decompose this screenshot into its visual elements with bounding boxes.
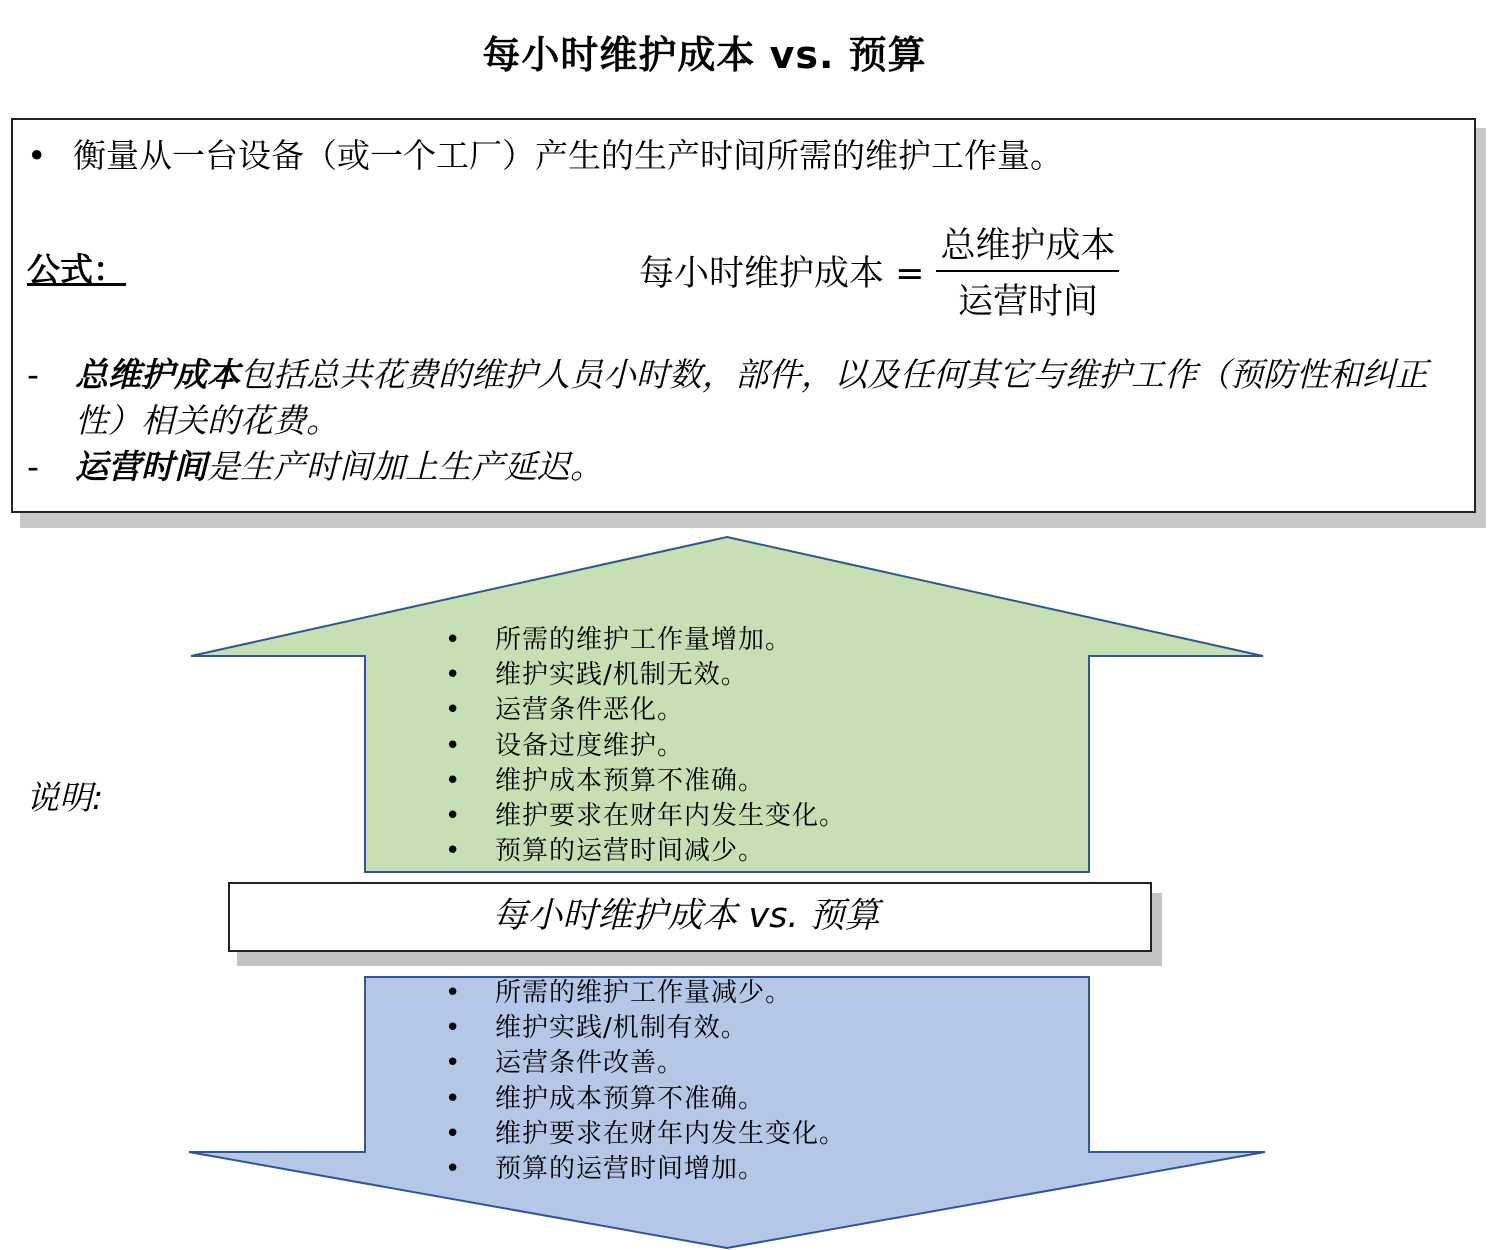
bullet-icon: • [445,1048,462,1079]
list-item-text: 所需的维护工作量增加。 [495,625,793,655]
list-item [445,764,846,799]
bullet-icon: • [445,978,462,1008]
list-item [445,1011,846,1046]
note-text: 是生产时间加上生产延迟。 [207,447,603,486]
list-item-text: 预算的运营时间减少。 [495,836,766,867]
bullet-icon: • [445,1013,462,1044]
list-item [445,976,846,1011]
list-item-text: 维护成本预算不准确。 [495,765,766,796]
formula-label: 公式： [27,250,126,289]
bullet-icon: • [445,730,462,761]
page-title: 每小时维护成本 vs. 预算 [482,33,927,77]
list-item [445,1117,846,1152]
note-term: 总维护成本 [75,355,240,394]
list-item-text: 维护实践/机制有效。 [495,1013,748,1044]
bullet-icon: • [445,1083,462,1114]
bullet-icon: • [445,695,462,726]
list-item-text: 设备过度维护。 [495,730,685,761]
bullet-icon: • [445,625,462,655]
list-item [445,834,846,869]
bullet-icon: • [445,765,462,796]
dash-icon: - [27,447,39,486]
bullet-icon: • [445,660,462,691]
legend-label: 说明: [26,778,104,817]
note-text: 包括总共花费的维护人员小时数，部件，以及任何其它与维护工作（预防性和纠正性）相关的花费。 [75,355,1428,440]
up-arrow-list [445,623,846,869]
formula-numerator: 总维护成本 [936,218,1119,272]
list-item [445,623,846,658]
list-item-text: 运营条件恶化。 [495,695,685,726]
list-item-text: 维护实践/机制无效。 [495,660,748,691]
list-item [445,1152,846,1187]
list-item-text: 维护要求在财年内发生变化。 [495,1118,847,1149]
bullet-icon: • [27,136,47,175]
list-item [445,729,846,764]
list-item [445,799,846,834]
formula-denominator: 运营时间 [957,282,1098,322]
list-item-text: 维护成本预算不准确。 [495,1083,766,1114]
definition-text: 衡量从一台设备（或一个工厂）产生的生产时间所需的维护工作量。 [73,136,1063,175]
list-item [445,658,846,693]
list-item [445,1082,846,1117]
list-item-text: 所需的维护工作量减少。 [495,978,793,1008]
dash-icon: - [27,355,39,394]
bullet-icon: • [445,801,462,832]
bullet-icon: • [445,1154,462,1185]
list-item-text: 预算的运营时间增加。 [495,1154,766,1185]
list-item [445,693,846,728]
formula-lhs: 每小时维护成本 = [639,254,925,294]
down-arrow-list [445,976,846,1187]
center-label: 每小时维护成本 vs. 预算 [492,896,880,936]
list-item-text: 运营条件改善。 [495,1048,685,1079]
center-box [228,882,1152,952]
bullet-icon: • [445,836,462,867]
list-item-text: 维护要求在财年内发生变化。 [495,801,847,832]
note-term: 运营时间 [75,447,207,486]
bullet-icon: • [445,1118,462,1149]
list-item [445,1046,846,1081]
